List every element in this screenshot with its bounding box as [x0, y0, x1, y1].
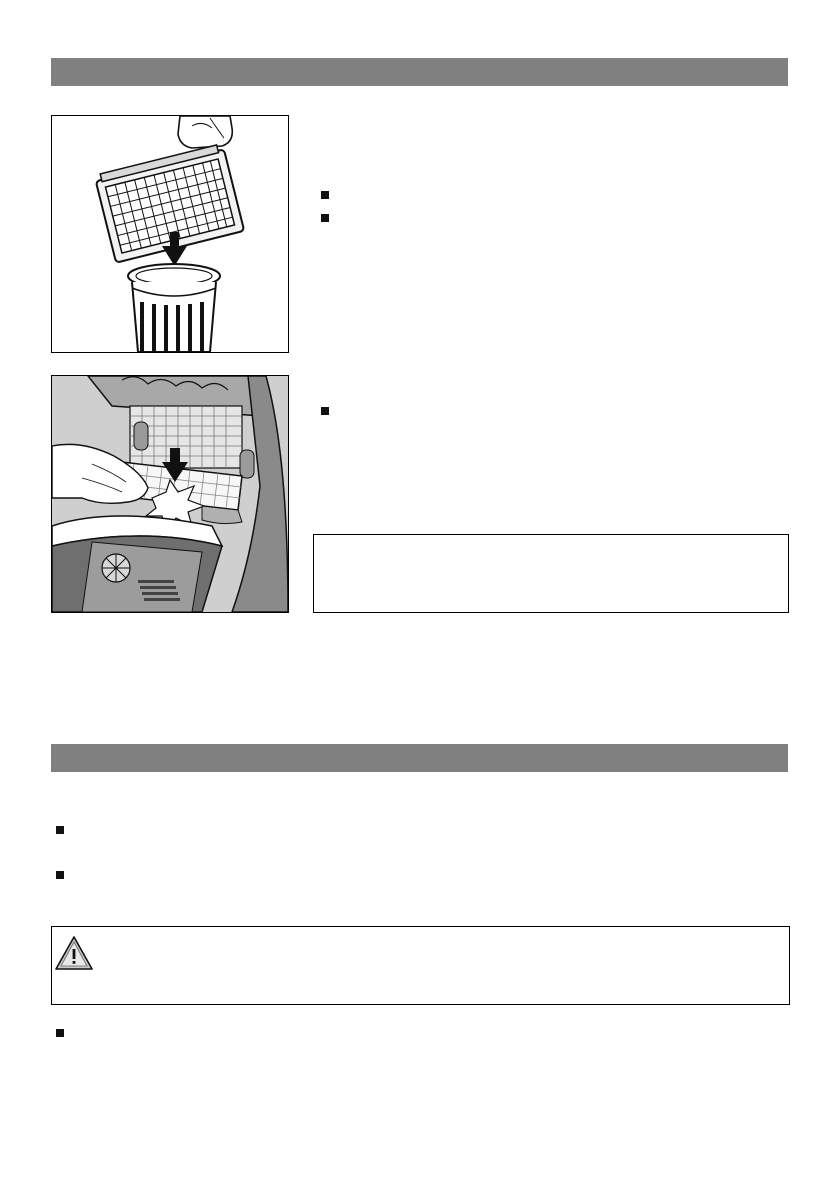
bullet-marker [321, 191, 329, 199]
section-header-bar-2 [51, 744, 788, 772]
bullet-marker [321, 407, 329, 415]
bullet-marker [56, 1029, 64, 1037]
note-box [313, 534, 789, 613]
warning-triangle-icon [55, 936, 93, 970]
bullet-marker [56, 826, 64, 834]
bullet-marker [321, 214, 329, 222]
warning-box [51, 926, 790, 1005]
filter-insert-illustration [51, 375, 289, 613]
section-header-bar-1 [51, 58, 788, 86]
filter-disposal-illustration [51, 115, 289, 353]
bullet-marker [56, 871, 64, 879]
